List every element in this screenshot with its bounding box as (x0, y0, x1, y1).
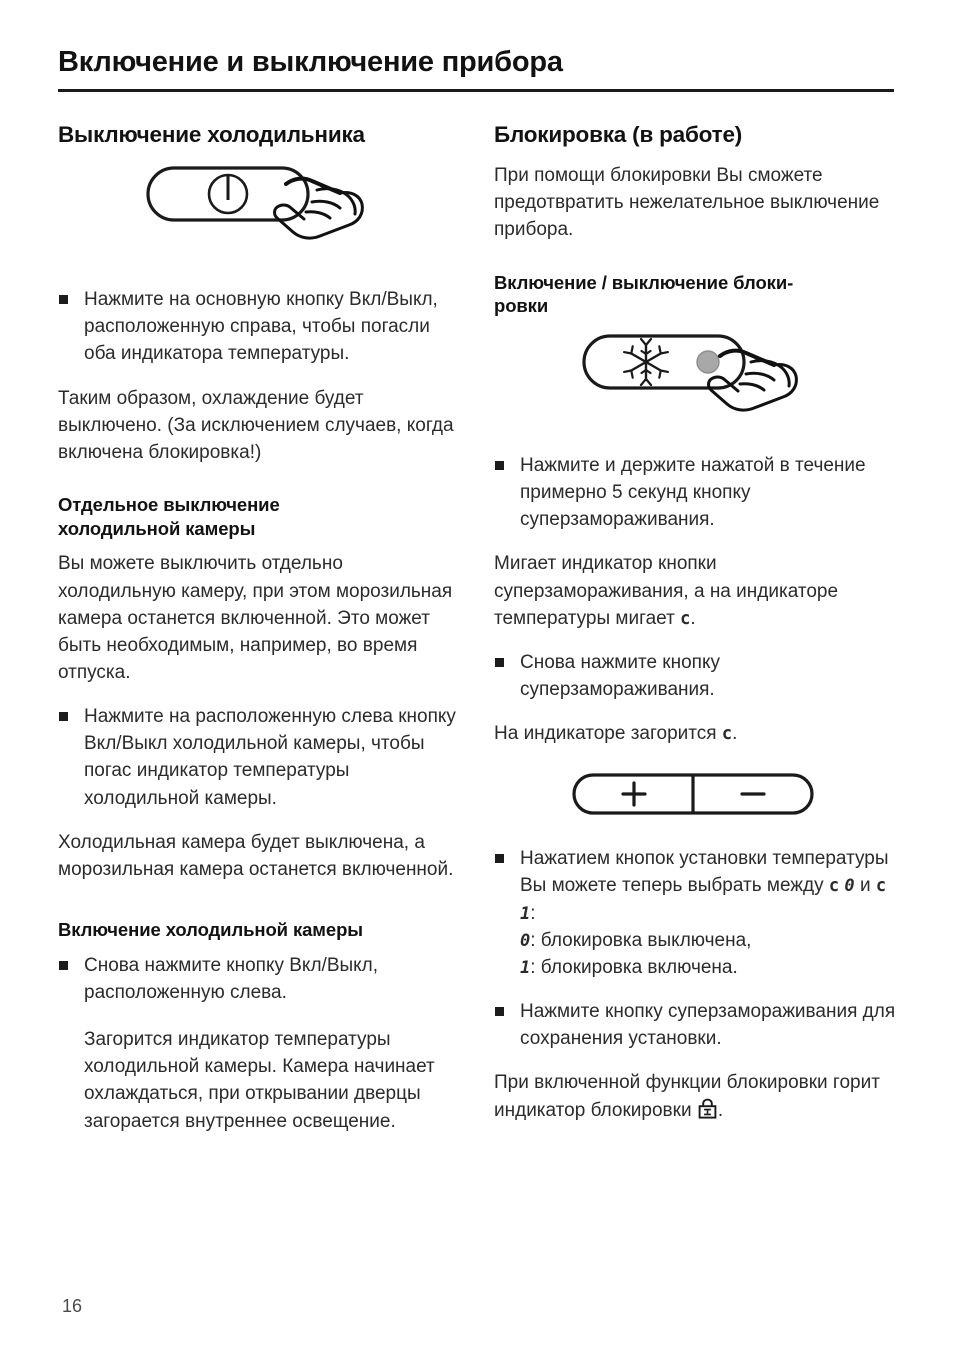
page-header (58, 46, 894, 92)
left-paragraph-3: Холодильная камера будет выключена, а морозильная камера останется включенной. (58, 831, 454, 880)
indicator-led (697, 351, 719, 373)
plus-minus-buttons-svg (570, 769, 820, 819)
right-bullet-3-opt0-text: : блокировка выключена, (530, 929, 752, 951)
segment-glyph-c: c (828, 875, 840, 897)
right-paragraph-4-after: . (717, 1099, 724, 1121)
page-title: Включение и выключение прибора (58, 46, 563, 78)
right-sub-heading-1-line2: ровки (494, 295, 549, 317)
power-button-illustration (58, 162, 460, 260)
left-section-heading: Выключение холодильника (58, 122, 365, 147)
left-bullet-3 (58, 952, 460, 1135)
header-divider (58, 89, 894, 92)
spacer (494, 261, 896, 271)
spacer (58, 483, 460, 493)
right-paragraph-3 (494, 720, 896, 747)
temperature-buttons-illustration (494, 769, 896, 819)
content-columns (58, 122, 896, 1152)
right-sub-heading-1-line1: Включение / выключение блоки- (494, 271, 794, 293)
snowflake-button-svg (580, 330, 810, 428)
right-bullet-3-line1: Нажатием кнопок установки температуры Вы можете теперь выбрать между (520, 848, 889, 897)
right-section-heading: Блокировка (в работе) (494, 122, 743, 147)
spacer (58, 900, 460, 918)
right-bullet-3-colon: : (530, 902, 536, 924)
left-paragraph-1: Таким образом, охлаждение будет выключено. (За исключением случаев, когда включена блокировка!) (58, 387, 454, 463)
right-paragraph-1: При помощи блокировки Вы сможете предотвратить нежелательное выключение прибора. (494, 165, 880, 241)
segment-glyph-c: c (680, 608, 691, 630)
right-paragraph-4 (494, 1069, 896, 1126)
power-button-svg (144, 162, 374, 260)
right-paragraph-2-after: . (690, 607, 696, 629)
left-paragraph-2: Вы можете выключить отдельно холодильную камеру, при этом морозильная камера останется включенной. Это может быть необходимым, например, во время отпуска. (58, 553, 453, 683)
right-bullet-3 (494, 845, 896, 981)
right-bullet-3-opt1-text: : блокировка включена. (530, 956, 738, 978)
right-paragraph-2 (494, 550, 896, 631)
left-bullet-3-text: Снова нажмите кнопку Вкл/Выкл, расположенную слева. (84, 954, 379, 1003)
segment-glyph-c: c (875, 875, 887, 897)
segment-glyph-1: 1 (520, 903, 531, 924)
right-bullet-4: Нажмите кнопку суперзамораживания для сохранения установки. (494, 998, 896, 1052)
segment-glyph-0: 0 (844, 876, 855, 897)
right-bullet-2: Снова нажмите кнопку суперзамораживания. (494, 649, 896, 703)
page-number: 16 (62, 1296, 83, 1316)
segment-glyph-1: 1 (520, 957, 531, 978)
right-bullet-3-mid: и (854, 875, 876, 897)
left-bullet-3-subparagraph: Загорится индикатор температуры холодильной камеры. Камера начинает охлаждаться, при открывании дверцы загорается внутреннее освещение. (84, 1029, 435, 1132)
right-paragraph-3-after: . (732, 723, 738, 745)
segment-glyph-0: 0 (520, 930, 531, 951)
left-bullet-1: Нажмите на основную кнопку Вкл/Выкл, расположенную справа, чтобы погасли оба индикатора температуры. (58, 286, 460, 367)
right-bullet-1: Нажмите и держите нажатой в течение примерно 5 секунд кнопку суперзамораживания. (494, 452, 896, 533)
segment-glyph-c: c (721, 723, 733, 745)
left-column (58, 122, 460, 1152)
right-sub-heading-1 (494, 271, 896, 318)
right-paragraph-2-before: Мигает индикатор кнопки суперзамораживания, а на индикаторе температуры мигает (494, 553, 839, 629)
right-paragraph-4-before: При включенной функции блокировки горит индикатор блокировки (494, 1072, 880, 1121)
left-sub-heading-1-line2: холодильной камеры (58, 517, 256, 539)
snowflake-button-illustration (494, 330, 896, 428)
left-sub-heading-2: Включение холодильной камеры (58, 919, 363, 941)
left-sub-heading-1 (58, 493, 460, 540)
padlock-icon (698, 1098, 717, 1127)
left-sub-heading-1-line1: Отдельное выключение (58, 494, 280, 516)
right-paragraph-3-before: На индикаторе загорится (494, 723, 722, 745)
right-column (494, 122, 896, 1152)
left-bullet-2: Нажмите на расположенную слева кнопку Вкл/Выкл холодильной камеры, чтобы погас индикатор температуры холодильной камеры. (58, 703, 460, 812)
